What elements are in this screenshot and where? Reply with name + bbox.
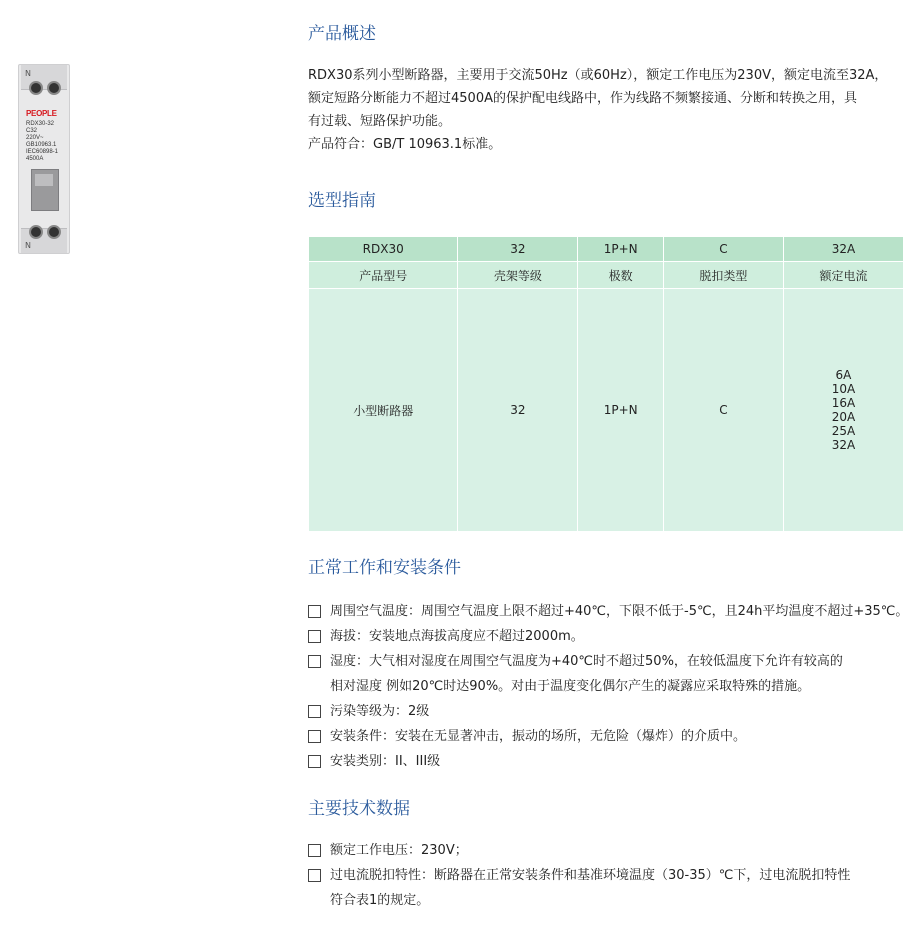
rating-cell <box>783 289 903 532</box>
section-title-overview: 产品概述 <box>308 24 376 44</box>
tech-continuation: 符合表1的规定。 <box>330 893 430 908</box>
poles-cell: 1P+N <box>578 289 663 532</box>
checkbox-icon <box>308 730 321 743</box>
header-cell: 脱扣类型 <box>663 262 783 289</box>
section-title-selection: 选型指南 <box>308 191 376 211</box>
section-title-conditions: 正常工作和安装条件 <box>308 558 461 578</box>
checkbox-icon <box>308 869 321 882</box>
overview-standard: 产品符合：GB/T 10963.1标准。 <box>308 137 502 152</box>
brand-logo: PEOPLE <box>26 109 57 118</box>
terminal-screw <box>29 225 43 239</box>
tech-item: 额定工作电压：230V； <box>308 838 918 863</box>
code-cell: C <box>663 237 783 262</box>
breaker-handle <box>31 169 59 211</box>
condition-item: 湿度：大气相对湿度在周围空气温度为+40℃时不超过50%，在较低温度下允许有较高的 相对湿度 例如20℃时达90%。对由于温度变化偶尔产生的凝露应采取特殊的措施。 <box>308 649 918 699</box>
bottom-terminal-label: N <box>25 241 31 250</box>
terminal-screw <box>47 225 61 239</box>
checkbox-icon <box>308 705 321 718</box>
rating-value: 32A <box>831 438 856 452</box>
code-cell: RDX30 <box>309 237 458 262</box>
header-cell: 壳架等级 <box>458 262 578 289</box>
rating-list <box>784 368 903 452</box>
rating-value: 10A <box>831 382 856 396</box>
data-row <box>309 289 904 532</box>
header-cell: 极数 <box>578 262 663 289</box>
tech-item: 过电流脱扣特性：断路器在正常安装条件和基准环境温度（30-35）℃下，过电流脱扣特性 符合表1的规定。 <box>308 863 918 913</box>
checkbox-icon <box>308 630 321 643</box>
terminal-screw <box>29 81 43 95</box>
product-cell: 小型断路器 <box>309 289 458 532</box>
overview-line: RDX30系列小型断路器，主要用于交流50Hz（或60Hz），额定工作电压为230V，额定电流至32A， <box>308 68 888 83</box>
condition-item: 安装条件：安装在无显著冲击，振动的场所，无危险（爆炸）的介质中。 <box>308 724 918 749</box>
checkbox-icon <box>308 844 321 857</box>
checkbox-icon <box>308 755 321 768</box>
condition-item: 安装类别：II、III级 <box>308 749 918 774</box>
model-code-row <box>309 237 904 262</box>
header-cell: 额定电流 <box>783 262 903 289</box>
trip-cell: C <box>663 289 783 532</box>
checkbox-icon <box>308 655 321 668</box>
condition-continuation: 相对湿度 例如20℃时达90%。对由于温度变化偶尔产生的凝露应采取特殊的措施。 <box>330 679 811 694</box>
code-cell: 1P+N <box>578 237 663 262</box>
product-model-label: RDX30-32 C32 220V~ GB10963.1 IEC60898-1 4500A <box>26 121 59 162</box>
rating-value: 6A <box>835 368 852 382</box>
selection-table <box>308 236 904 532</box>
checkbox-icon <box>308 605 321 618</box>
code-cell: 32 <box>458 237 578 262</box>
code-cell: 32A <box>783 237 903 262</box>
condition-item: 海拔：安装地点海拔高度应不超过2000m。 <box>308 624 918 649</box>
frame-cell: 32 <box>458 289 578 532</box>
product-image <box>18 64 70 254</box>
top-terminal-label: N <box>25 69 31 78</box>
terminal-screw <box>47 81 61 95</box>
overview-line: 额定短路分断能力不超过4500A的保护配电线路中，作为线路不频繁接通、分断和转换之用，具 <box>308 91 857 106</box>
rating-value: 16A <box>831 396 856 410</box>
rating-value: 25A <box>831 424 856 438</box>
condition-item: 污染等级为：2级 <box>308 699 918 724</box>
header-row <box>309 262 904 289</box>
overview-text <box>308 64 910 156</box>
condition-item: 周围空气温度：周围空气温度上限不超过+40℃，下限不低于-5℃，且24h平均温度不超过+35℃。 <box>308 599 918 624</box>
tech-list <box>308 838 918 913</box>
overview-line: 有过载、短路保护功能。 <box>308 114 452 129</box>
section-title-tech: 主要技术数据 <box>308 799 410 819</box>
conditions-list <box>308 599 918 774</box>
rating-value: 20A <box>831 410 856 424</box>
header-cell: 产品型号 <box>309 262 458 289</box>
